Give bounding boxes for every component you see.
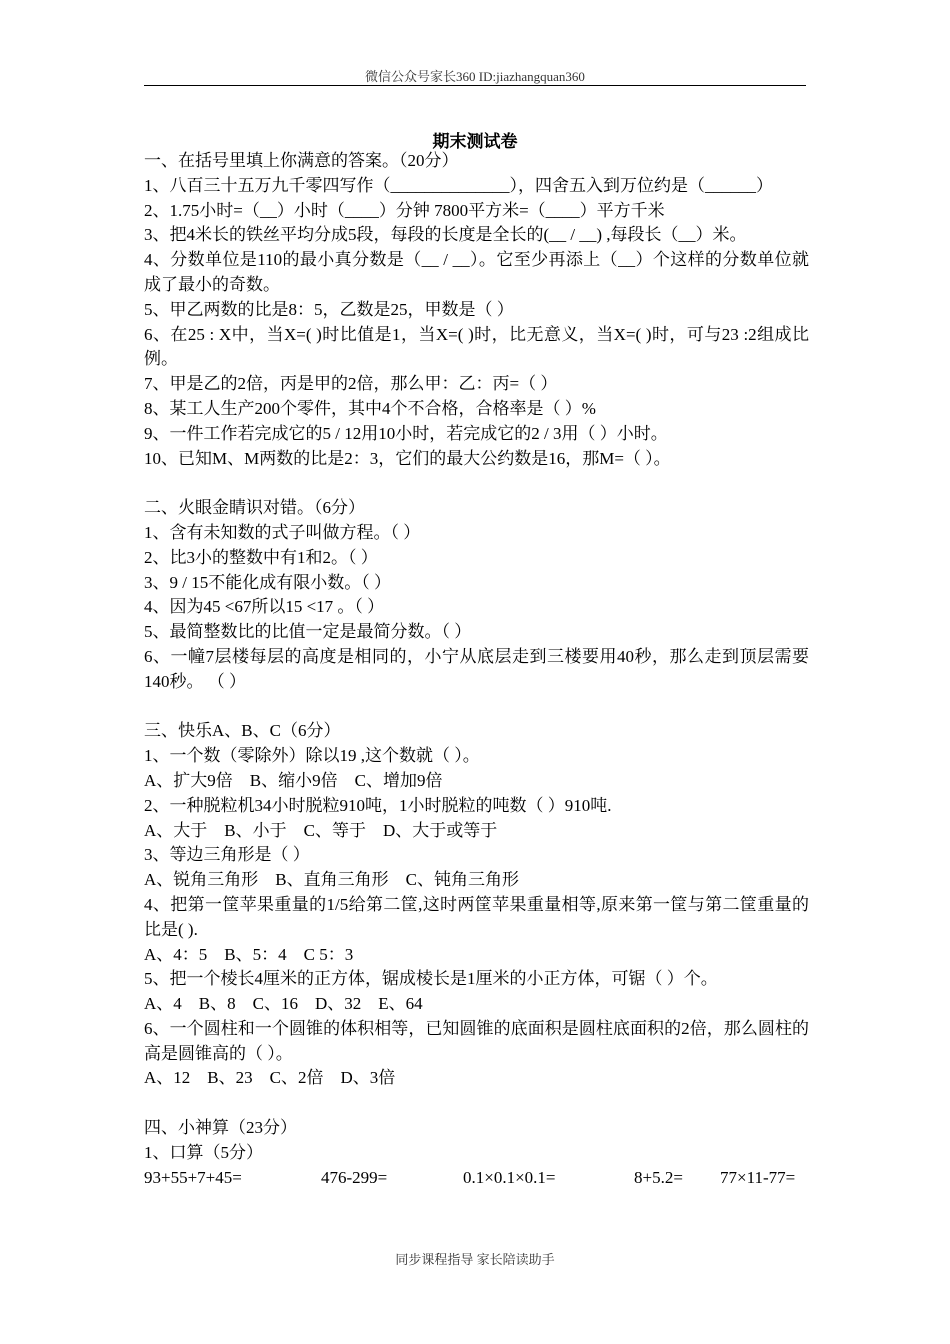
section3-q2: 2、一种脱粒机34小时脱粒910吨，1小时脱粒的吨数（ ）910吨.: [144, 795, 612, 815]
section4-heading: 四、小神算（23分）: [144, 1118, 297, 1138]
page-footer: 同步课程指导 家长陪读助手: [395, 1252, 555, 1267]
oral-calc-row: [144, 1166, 809, 1191]
section1-heading: 一、在括号里填上你满意的答案。（20分）: [144, 151, 459, 170]
section1-q2: 2、1.75小时=（__）小时（____）分钟 7800平方米=（____）平方千米: [144, 200, 665, 220]
document-title: 期末测试卷: [432, 132, 518, 151]
section3-q5: 5、把一个棱长4厘米的正方体，锯成棱长是1厘米的小正方体，可锯（ ）个。: [144, 969, 718, 989]
section1-q9: 9、一件工作若完成它的5 / 12用10小时，若完成它的2 / 3用（ ）小时。: [144, 423, 668, 443]
page-header: 微信公众号家长360 ID:jiazhangquan360: [365, 69, 585, 84]
spacer: [144, 1091, 809, 1116]
oral-calc-item: 476-299=: [321, 1167, 388, 1187]
section3-q4-options: A、4：5 B、5：4 C 5：3: [144, 944, 354, 964]
oral-calc-item: 77×11-77=: [720, 1167, 796, 1187]
section2-q5: 5、最简整数比的比值一定是最简分数。（ ）: [144, 622, 472, 642]
section1-q3: 3、把4米长的铁丝平均分成5段，每段的长度是全长的(__ / __) ,每段长（__）米。: [144, 225, 747, 245]
section3-q3: 3、等边三角形是（ ）: [144, 845, 310, 865]
exam-body: [144, 149, 809, 1190]
section1-q8: 8、某工人生产200个零件，其中4个不合格，合格率是（ ）%: [144, 398, 596, 418]
section3-q3-options: A、锐角三角形 B、直角三角形 C、钝角三角形: [144, 870, 519, 890]
section3-q1: 1、一个数（零除外）除以19 ,这个数就（ ）。: [144, 746, 480, 766]
oral-calc-item: 0.1×0.1×0.1=: [463, 1167, 556, 1187]
oral-calc-item: 8+5.2=: [634, 1167, 683, 1187]
section3-q6: 6、一个圆柱和一个圆锥的体积相等，已知圆锥的底面积是圆柱底面积的2倍，那么圆柱的高是圆锥高的（ ）。: [144, 1018, 809, 1063]
section2-heading: 二、火眼金睛识对错。（6分）: [144, 498, 365, 518]
oral-calc-item: 93+55+7+45=: [144, 1167, 242, 1187]
spacer: [144, 471, 809, 496]
section3-q1-options: A、扩大9倍 B、缩小9倍 C、增加9倍: [144, 770, 443, 790]
section2-q6: 6、一幢7层楼每层的高度是相同的，小宁从底层走到三楼要用40秒，那么走到顶层需要140秒。 （ ）: [144, 646, 809, 691]
section4-sub1: 1、口算（5分）: [144, 1142, 263, 1162]
section3-q5-options: A、4 B、8 C、16 D、32 E、64: [144, 994, 423, 1014]
section1-q5: 5、甲乙两数的比是8：5，乙数是25，甲数是（ ）: [144, 299, 514, 319]
section1-q1: 1、八百三十五万九千零四写作（______________），四舍五入到万位约是（______）: [144, 175, 773, 195]
section3-q4: 4、把第一筐苹果重量的1/5给第二筐,这时两筐苹果重量相等,原来第一筐与第二筐重量的比是( ).: [144, 894, 809, 939]
spacer: [144, 695, 809, 720]
section1-q7: 7、甲是乙的2倍，丙是甲的2倍，那么甲：乙：丙=（ ）: [144, 374, 558, 394]
section2-q1: 1、含有未知数的式子叫做方程。（ ）: [144, 522, 421, 542]
section1-q4: 4、分数单位是110的最小真分数是（__ / __）。它至少再添上（__）个这样的分数单位就成了最小的奇数。: [144, 250, 809, 294]
section2-q3: 3、9 / 15不能化成有限小数。（ ）: [144, 572, 391, 592]
section2-q4: 4、因为45 <67所以15 <17 。（ ）: [144, 597, 385, 617]
section3-q6-options: A、12 B、23 C、2倍 D、3倍: [144, 1068, 396, 1088]
section3-q2-options: A、大于 B、小于 C、等于 D、大于或等于: [144, 820, 498, 840]
section1-q10: 10、已知M、M两数的比是2：3，它们的最大公约数是16，那M=（ ）。: [144, 448, 671, 468]
section1-q6: 6、在25 : X中，当X=( )时比值是1，当X=( )时，比无意义，当X=( )时，可与23 :2组成比例。: [144, 324, 809, 369]
section3-heading: 三、快乐A、B、C（6分）: [144, 721, 341, 741]
section2-q2: 2、比3小的整数中有1和2。（ ）: [144, 547, 378, 567]
header-divider: [144, 85, 806, 86]
